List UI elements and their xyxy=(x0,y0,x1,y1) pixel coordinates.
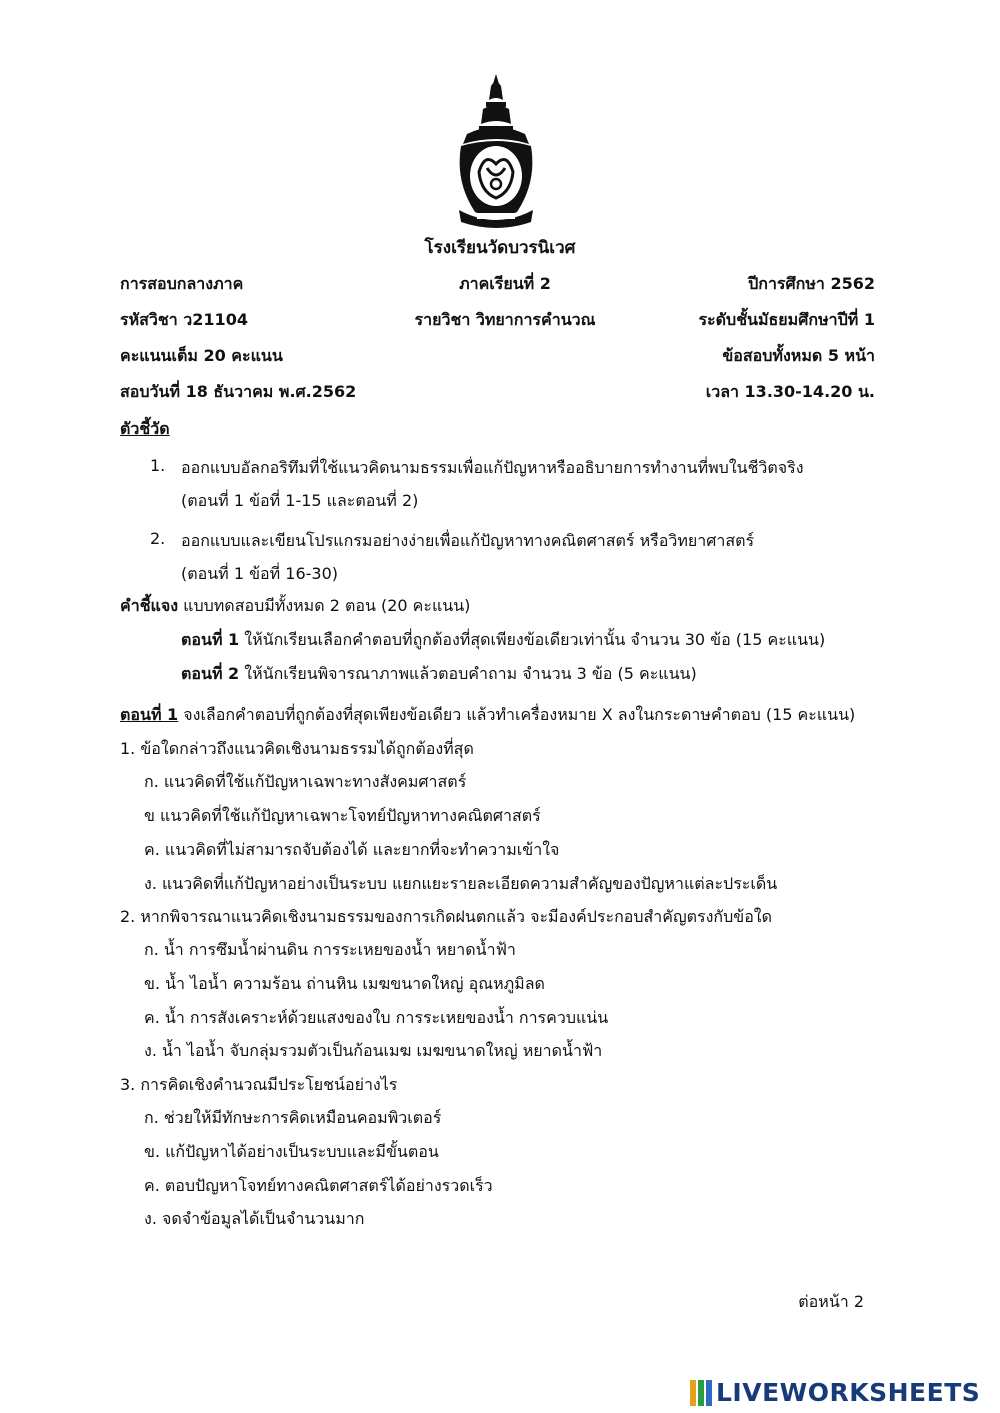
choice: ค. ตอบปัญหาโจทย์ทางคณิตศาสตร์ได้อย่างรวดเร็ว xyxy=(144,1176,493,1195)
indicator-scope: (ตอนที่ 1 ข้อที่ 1-15 และตอนที่ 2) xyxy=(181,491,419,510)
continued-page-note: ต่อหน้า 2 xyxy=(798,1292,864,1311)
choice: ง. จดจำข้อมูลได้เป็นจำนวนมาก xyxy=(144,1209,365,1228)
choice: ก. น้ำ การซึมน้ำผ่านดิน การระเหยของน้ำ หยาดน้ำฟ้า xyxy=(144,940,516,959)
brand-name: LIVEWORKSHEETS xyxy=(716,1378,981,1407)
choice: ง. น้ำ ไอน้ำ จับกลุ่มรวมตัวเป็นก้อนเมฆ เมฆขนาดใหญ่ หยาดน้ำฟ้า xyxy=(144,1041,603,1060)
question: 1. ข้อใดกล่าวถึงแนวคิดเชิงนามธรรมได้ถูกต้องที่สุด xyxy=(120,739,474,758)
full-score: คะแนนเต็ม 20 คะแนน xyxy=(120,346,283,365)
question: 3. การคิดเชิงคำนวณมีประโยชน์อย่างไร xyxy=(120,1075,398,1094)
total-pages: ข้อสอบทั้งหมด 5 หน้า xyxy=(722,346,875,365)
exam-time: เวลา 13.30-14.20 น. xyxy=(705,382,875,401)
school-name: โรงเรียนวัดบวรนิเวศ xyxy=(424,238,576,258)
choice: ก. แนวคิดที่ใช้แก้ปัญหาเฉพาะทางสังคมศาสตร์ xyxy=(144,772,467,791)
choice: ก. ช่วยให้มีทักษะการคิดเหมือนคอมพิวเตอร์ xyxy=(144,1108,442,1127)
indicator-number: 2. xyxy=(150,529,166,548)
indicators-heading: ตัวชี้วัด xyxy=(120,419,170,438)
choice: ค. น้ำ การสังเคราะห์ด้วยแสงของใบ การระเหยของน้ำ การควบแน่น xyxy=(144,1008,609,1027)
semester: ภาคเรียนที่ 2 xyxy=(459,274,551,293)
exam-date: สอบวันที่ 18 ธันวาคม พ.ศ.2562 xyxy=(120,382,357,401)
indicator-number: 1. xyxy=(150,456,166,475)
choice: ข. น้ำ ไอน้ำ ความร้อน ถ่านหิน เมฆขนาดใหญ่ อุณหภูมิลด xyxy=(144,974,545,993)
part2-label: ตอนที่ 2 xyxy=(181,664,240,683)
academic-year: ปีการศึกษา 2562 xyxy=(748,274,875,293)
question: 2. หากพิจารณาแนวคิดเชิงนามธรรมของการเกิดฝนตกแล้ว จะมีองค์ประกอบสำคัญตรงกับข้อใด xyxy=(120,907,772,926)
grade-level: ระดับชั้นมัธยมศึกษาปีที่ 1 xyxy=(698,310,875,329)
exam-type: การสอบกลางภาค xyxy=(120,274,244,293)
liveworksheets-logo xyxy=(690,1376,992,1410)
instructions-part1 xyxy=(181,628,825,653)
part1-heading xyxy=(120,703,855,728)
instructions-text: แบบทดสอบมีทั้งหมด 2 ตอน (20 คะแนน) xyxy=(178,596,471,615)
part1-description: ให้นักเรียนเลือกคำตอบที่ถูกต้องที่สุดเพียงข้อเดียวเท่านั้น จำนวน 30 ข้อ (15 คะแนน) xyxy=(239,630,826,649)
choice: ข. แก้ปัญหาได้อย่างเป็นระบบและมีขั้นตอน xyxy=(144,1142,439,1161)
part1-heading-label: ตอนที่ 1 xyxy=(120,705,179,724)
instructions xyxy=(120,594,470,619)
course-name: รายวิชา วิทยาการคำนวณ xyxy=(414,310,596,329)
indicator-scope: (ตอนที่ 1 ข้อที่ 16-30) xyxy=(181,564,338,583)
indicator-text: ออกแบบอัลกอริทึมที่ใช้แนวคิดนามธรรมเพื่อแก้ปัญหาหรืออธิบายการทำงานที่พบในชีวิตจริง xyxy=(181,458,804,477)
instructions-label: คำชี้แจง xyxy=(120,596,179,615)
indicator-text: ออกแบบและเขียนโปรแกรมอย่างง่ายเพื่อแก้ปัญหาทางคณิตศาสตร์ หรือวิทยาศาสตร์ xyxy=(181,531,755,550)
choice: ข แนวคิดที่ใช้แก้ปัญหาเฉพาะโจทย์ปัญหาทางคณิตศาสตร์ xyxy=(144,806,541,825)
part1-heading-text: จงเลือกคำตอบที่ถูกต้องที่สุดเพียงข้อเดียว แล้วทำเครื่องหมาย X ลงในกระดาษคำตอบ (15 คะแนน) xyxy=(178,705,856,724)
course-code: รหัสวิชา ว21104 xyxy=(120,310,248,329)
choice: ง. แนวคิดที่แก้ปัญหาอย่างเป็นระบบ แยกแยะรายละเอียดความสำคัญของปัญหาแต่ละประเด็น xyxy=(144,874,778,893)
brand-mark-icon xyxy=(690,1380,712,1406)
part1-label: ตอนที่ 1 xyxy=(181,630,240,649)
instructions-part2 xyxy=(181,662,697,687)
part2-description: ให้นักเรียนพิจารณาภาพแล้วตอบคำถาม จำนวน 3 ข้อ (5 คะแนน) xyxy=(239,664,697,683)
school-emblem-icon xyxy=(455,72,537,232)
choice: ค. แนวคิดที่ไม่สามารถจับต้องได้ และยากที่จะทำความเข้าใจ xyxy=(144,840,560,859)
